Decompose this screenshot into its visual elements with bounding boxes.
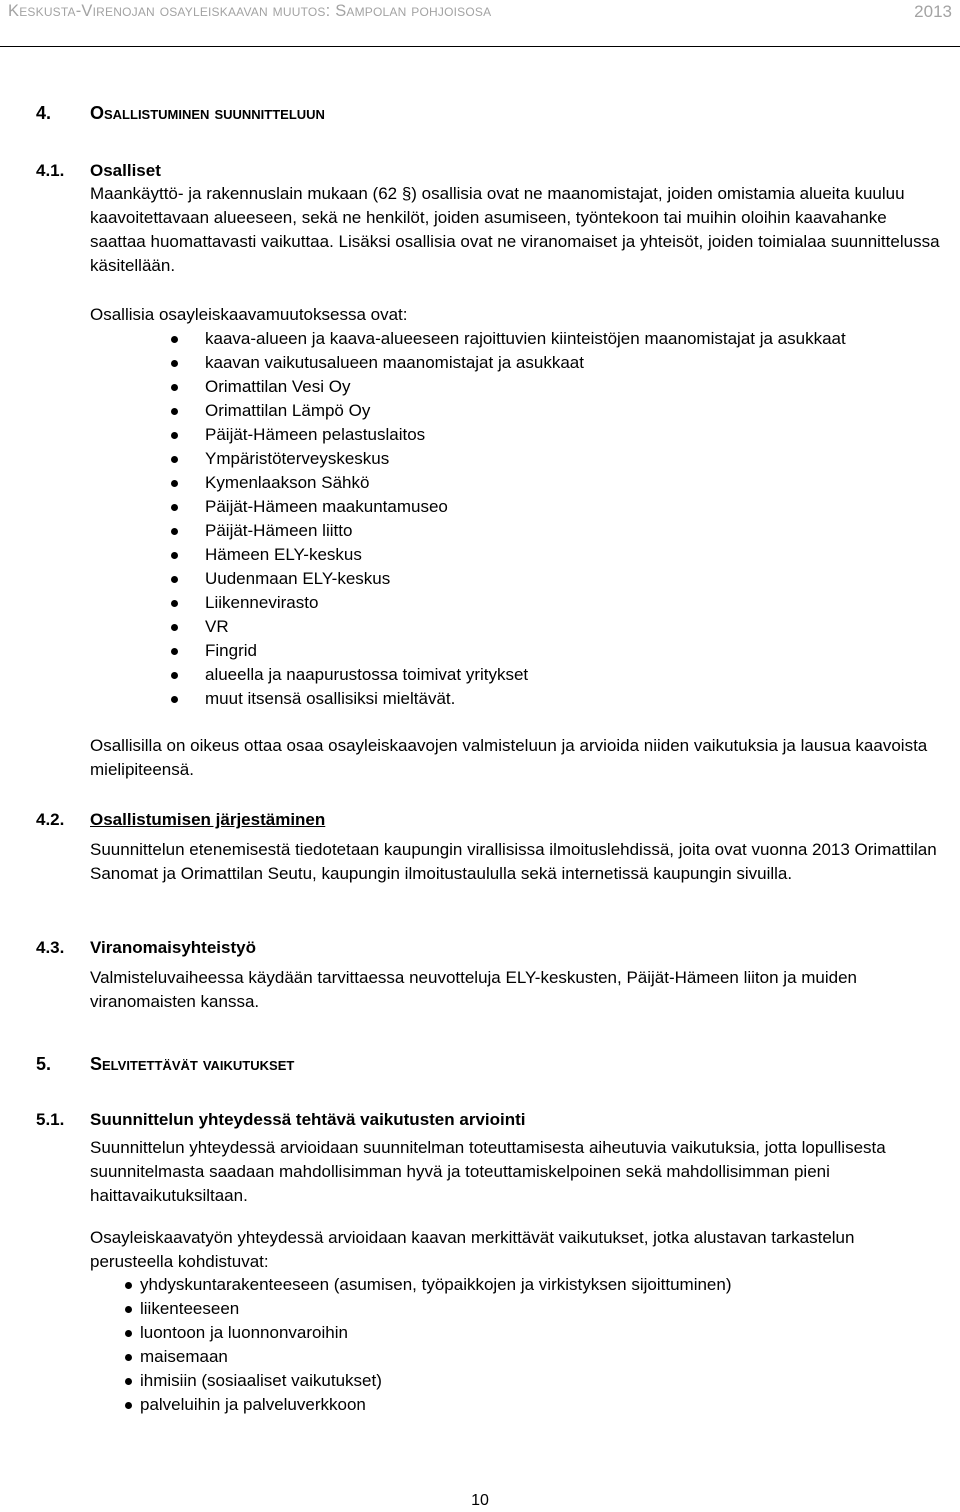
section-4-1-number: 4.1. xyxy=(36,161,65,180)
section-4-1-title: Osalliset xyxy=(90,161,161,180)
list-item: Liikennevirasto xyxy=(205,591,846,615)
list-item: Uudenmaan ELY-keskus xyxy=(205,567,846,591)
section-5-1-paragraph-2: Osayleiskaavatyön yhteydessä arvioidaan kaavan merkittävät vaikutukset, jotka alustavan tarkastelun perusteella kohdistuvat: xyxy=(90,1228,855,1271)
list-item: Päijät-Hämeen liitto xyxy=(205,519,846,543)
list-item: Päijät-Hämeen pelastuslaitos xyxy=(205,423,846,447)
list-item: Fingrid xyxy=(205,639,846,663)
list-item: Hämeen ELY-keskus xyxy=(205,543,846,567)
list-item: liikenteeseen xyxy=(140,1297,732,1321)
page-header xyxy=(0,0,960,47)
section-5-1-title: Suunnittelun yhteydessä tehtävä vaikutusten arviointi xyxy=(90,1110,526,1129)
list-item: muut itsensä osallisiksi mieltävät. xyxy=(205,687,846,711)
impacts-list xyxy=(140,1273,732,1417)
section-4-2-paragraph: Suunnittelun etenemisestä tiedotetaan kaupungin virallisissa ilmoituslehdissä, joita ovat vuonna 2013 Orimattilan Sanomat ja Orimattilan Seutu, kaupungin ilmoitustaululla sekä internetissä kaupungin sivuilla. xyxy=(90,840,937,883)
section-4-3-number: 4.3. xyxy=(36,938,65,957)
section-4-3-title: Viranomaisyhteistyö xyxy=(90,938,256,957)
section-4-1-paragraph: Maankäyttö- ja rakennuslain mukaan (62 §) osallisia ovat ne maanomistajat, joiden omistamia alueita kuuluu kaavoitettavaan alueeseen, sekä ne henkilöt, joiden asumiseen, työntekoon tai muihin oloihin kaavahanke saattaa huomattavasti vaikuttaa. Lisäksi osallisia ovat ne viranomaiset ja yhteisöt, joiden toimialaa suunnittelussa käsitellään. xyxy=(90,184,940,275)
list-item: kaava-alueen ja kaava-alueeseen rajoittuvien kiinteistöjen maanomistajat ja asukkaat xyxy=(205,327,846,351)
list-item: VR xyxy=(205,615,846,639)
header-year: 2013 xyxy=(914,2,952,21)
list-item: yhdyskuntarakenteeseen (asumisen, työpaikkojen ja virkistyksen sijoittuminen) xyxy=(140,1273,732,1297)
list-item: Päijät-Hämeen maakuntamuseo xyxy=(205,495,846,519)
section-4-title: Osallistuminen suunnitteluun xyxy=(90,103,325,123)
participants-list-intro: Osallisia osayleiskaavamuutoksessa ovat: xyxy=(90,305,408,324)
participants-list xyxy=(205,327,846,711)
section-4-1-closing: Osallisilla on oikeus ottaa osaa osayleiskaavojen valmisteluun ja arvioida niiden vaikutuksia ja lausua kaavoista mielipiteensä. xyxy=(90,736,928,779)
section-4-number: 4. xyxy=(36,103,52,123)
section-5-1-number: 5.1. xyxy=(36,1110,65,1129)
section-4-2-title: Osallistumisen järjestäminen xyxy=(90,810,326,829)
page-number: 10 xyxy=(471,1492,489,1509)
list-item: Orimattilan Lämpö Oy xyxy=(205,399,846,423)
list-item: Ympäristöterveyskeskus xyxy=(205,447,846,471)
header-title: Keskusta-Virenojan osayleiskaavan muutos: Sampolan pohjoisosa xyxy=(8,2,492,20)
list-item: kaavan vaikutusalueen maanomistajat ja asukkaat xyxy=(205,351,846,375)
list-item: alueella ja naapurustossa toimivat yritykset xyxy=(205,663,846,687)
section-5-1-paragraph-1: Suunnittelun yhteydessä arvioidaan suunnitelman toteuttamisesta aiheutuvia vaikutuksia, jotta lopullisesta suunnitelmasta saadaan mahdollisimman hyvä ja toteuttamiskelpoinen sekä mahdollisimman pieni haittavaikutuksiltaan. xyxy=(90,1138,886,1205)
list-item: palveluihin ja palveluverkkoon xyxy=(140,1393,732,1417)
list-item: Orimattilan Vesi Oy xyxy=(205,375,846,399)
list-item: maisemaan xyxy=(140,1345,732,1369)
section-4-3-paragraph: Valmisteluvaiheessa käydään tarvittaessa neuvotteluja ELY-keskusten, Päijät-Hämeen liiton ja muiden viranomaisten kanssa. xyxy=(90,968,858,1011)
list-item: ihmisiin (sosiaaliset vaikutukset) xyxy=(140,1369,732,1393)
section-5-title: Selvitettävät vaikutukset xyxy=(90,1054,295,1074)
list-item: luontoon ja luonnonvaroihin xyxy=(140,1321,732,1345)
section-5-number: 5. xyxy=(36,1054,52,1074)
list-item: Kymenlaakson Sähkö xyxy=(205,471,846,495)
section-4-2-number: 4.2. xyxy=(36,810,65,829)
